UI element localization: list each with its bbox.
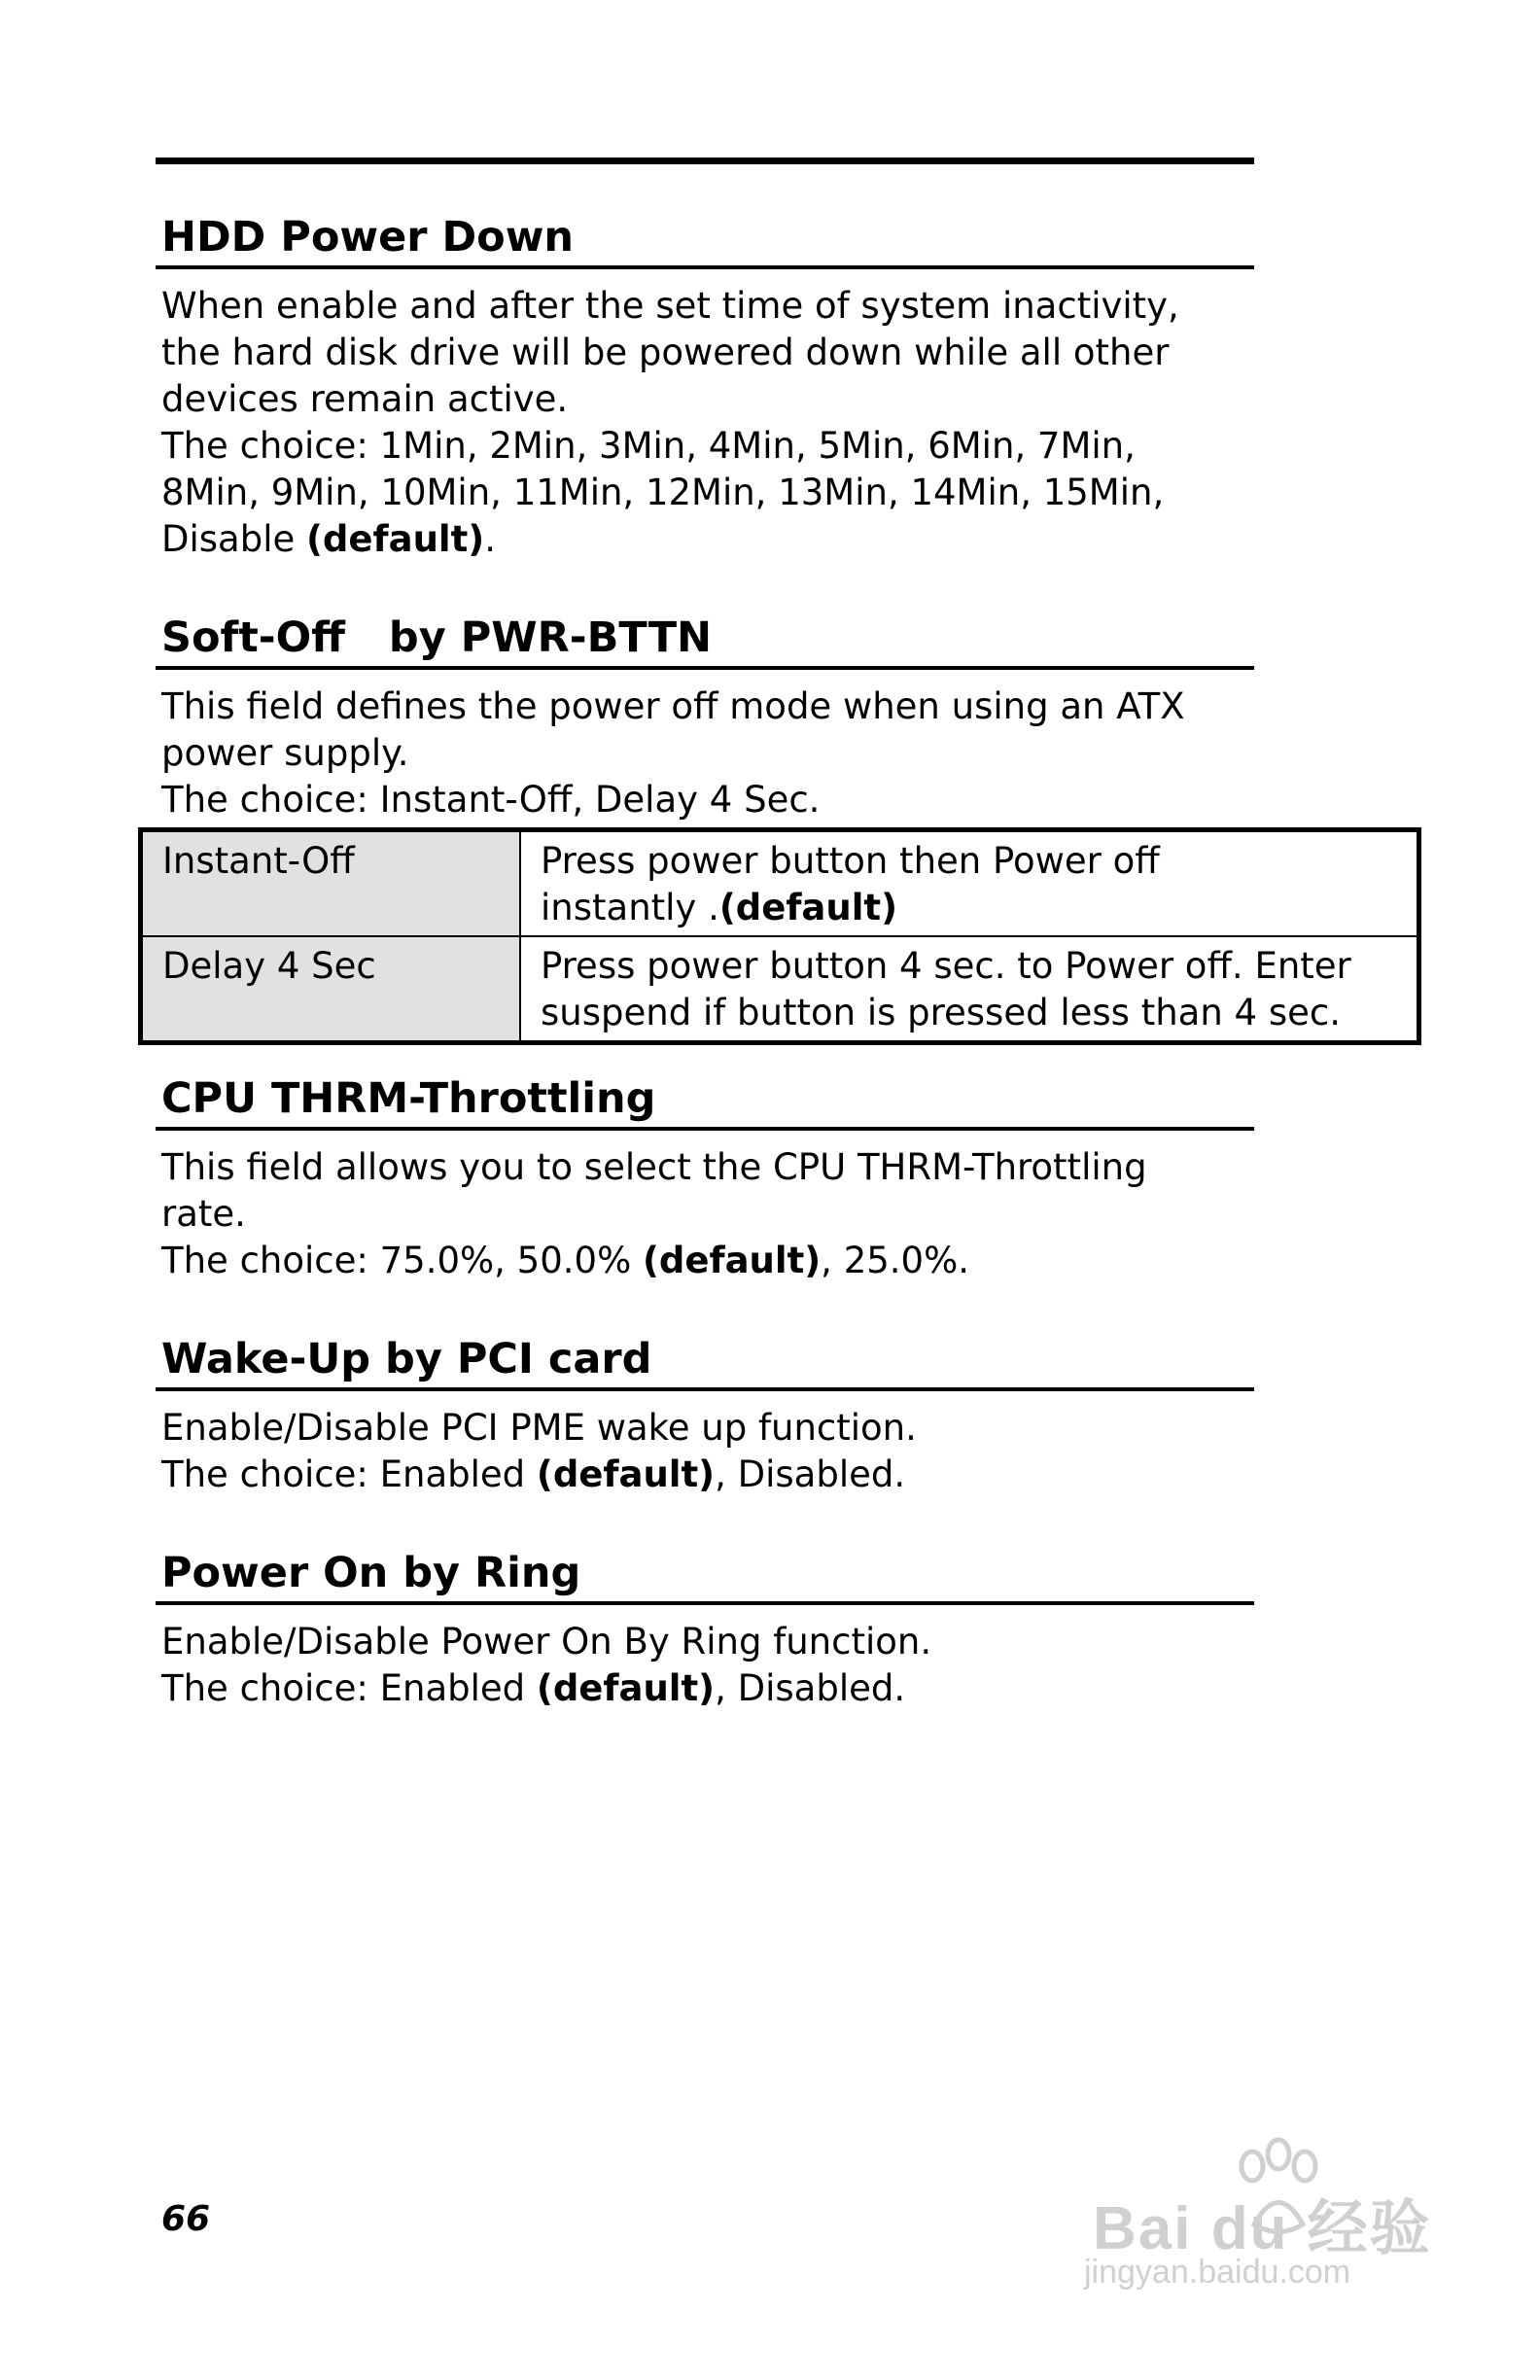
- body-line: Enable/Disable Power On By Ring function.: [161, 1621, 932, 1662]
- option-description: Press power button then Power off instantly .(default): [520, 830, 1419, 937]
- default-marker: (default): [642, 1240, 822, 1281]
- section-hdd-power-down: [156, 209, 1254, 563]
- body-line: power supply.: [161, 732, 409, 774]
- section-body: [156, 269, 1254, 563]
- body-line: The choice: 1Min, 2Min, 3Min, 4Min, 5Min, 6Min, 7Min,: [161, 425, 1136, 467]
- section-power-on-by-ring: [156, 1545, 1254, 1712]
- default-marker: (default): [536, 1453, 716, 1495]
- body-line: This field allows you to select the CPU THRM-Throttling: [161, 1146, 1147, 1188]
- body-line: When enable and after the set time of system inactivity,: [161, 285, 1179, 327]
- default-marker: (default): [536, 1667, 716, 1709]
- option-description: Press power button 4 sec. to Power off. Enter suspend if button is pressed less than 4 sec.: [520, 936, 1419, 1043]
- body-line: Enable/Disable PCI PME wake up function.: [161, 1407, 917, 1449]
- body-line: The choice: 75.0%, 50.0% (default), 25.0%.: [161, 1240, 969, 1281]
- body-line: rate.: [161, 1193, 246, 1235]
- section-wake-up-by-pci-card: [156, 1331, 1254, 1498]
- soft-off-options-table: [138, 827, 1421, 1045]
- body-line: devices remain active.: [161, 378, 569, 420]
- body-line: The choice: Instant-Off, Delay 4 Sec.: [161, 779, 821, 821]
- section-title: CPU THRM-Throttling: [156, 1070, 1254, 1131]
- body-line: This field defines the power off mode when using an ATX: [161, 685, 1185, 727]
- option-name: Delay 4 Sec: [141, 936, 521, 1043]
- page-number: 66: [161, 2199, 211, 2239]
- top-rule: [156, 158, 1254, 164]
- watermark-brand: Bai du 经验: [1093, 2195, 1432, 2262]
- body-line: The choice: Enabled (default), Disabled.: [161, 1667, 906, 1709]
- watermark-url: jingyan.baidu.com: [1084, 2254, 1351, 2291]
- section-body: [156, 1391, 1254, 1498]
- default-marker: (default): [718, 887, 898, 928]
- section-title: Soft-Off by PWR-BTTN: [156, 610, 1254, 670]
- section-cpu-thrm-throttling: [156, 1070, 1254, 1284]
- baidu-jingyan-watermark: [1079, 2129, 1449, 2294]
- section-body: [156, 1131, 1254, 1284]
- section-title: Power On by Ring: [156, 1545, 1254, 1605]
- default-marker: (default): [306, 518, 485, 560]
- body-line: Disable (default).: [161, 518, 496, 560]
- table-row: [141, 830, 1419, 937]
- body-line: 8Min, 9Min, 10Min, 11Min, 12Min, 13Min, 14Min, 15Min,: [161, 472, 1165, 513]
- section-body: [156, 1605, 1254, 1712]
- table-row: [141, 936, 1419, 1043]
- section-body: [156, 670, 1254, 823]
- section-title: HDD Power Down: [156, 209, 1254, 269]
- body-line: The choice: Enabled (default), Disabled.: [161, 1453, 906, 1495]
- section-soft-off: [156, 610, 1254, 823]
- section-title: Wake-Up by PCI card: [156, 1331, 1254, 1391]
- option-name: Instant-Off: [141, 830, 521, 937]
- body-line: the hard disk drive will be powered down while all other: [161, 332, 1170, 373]
